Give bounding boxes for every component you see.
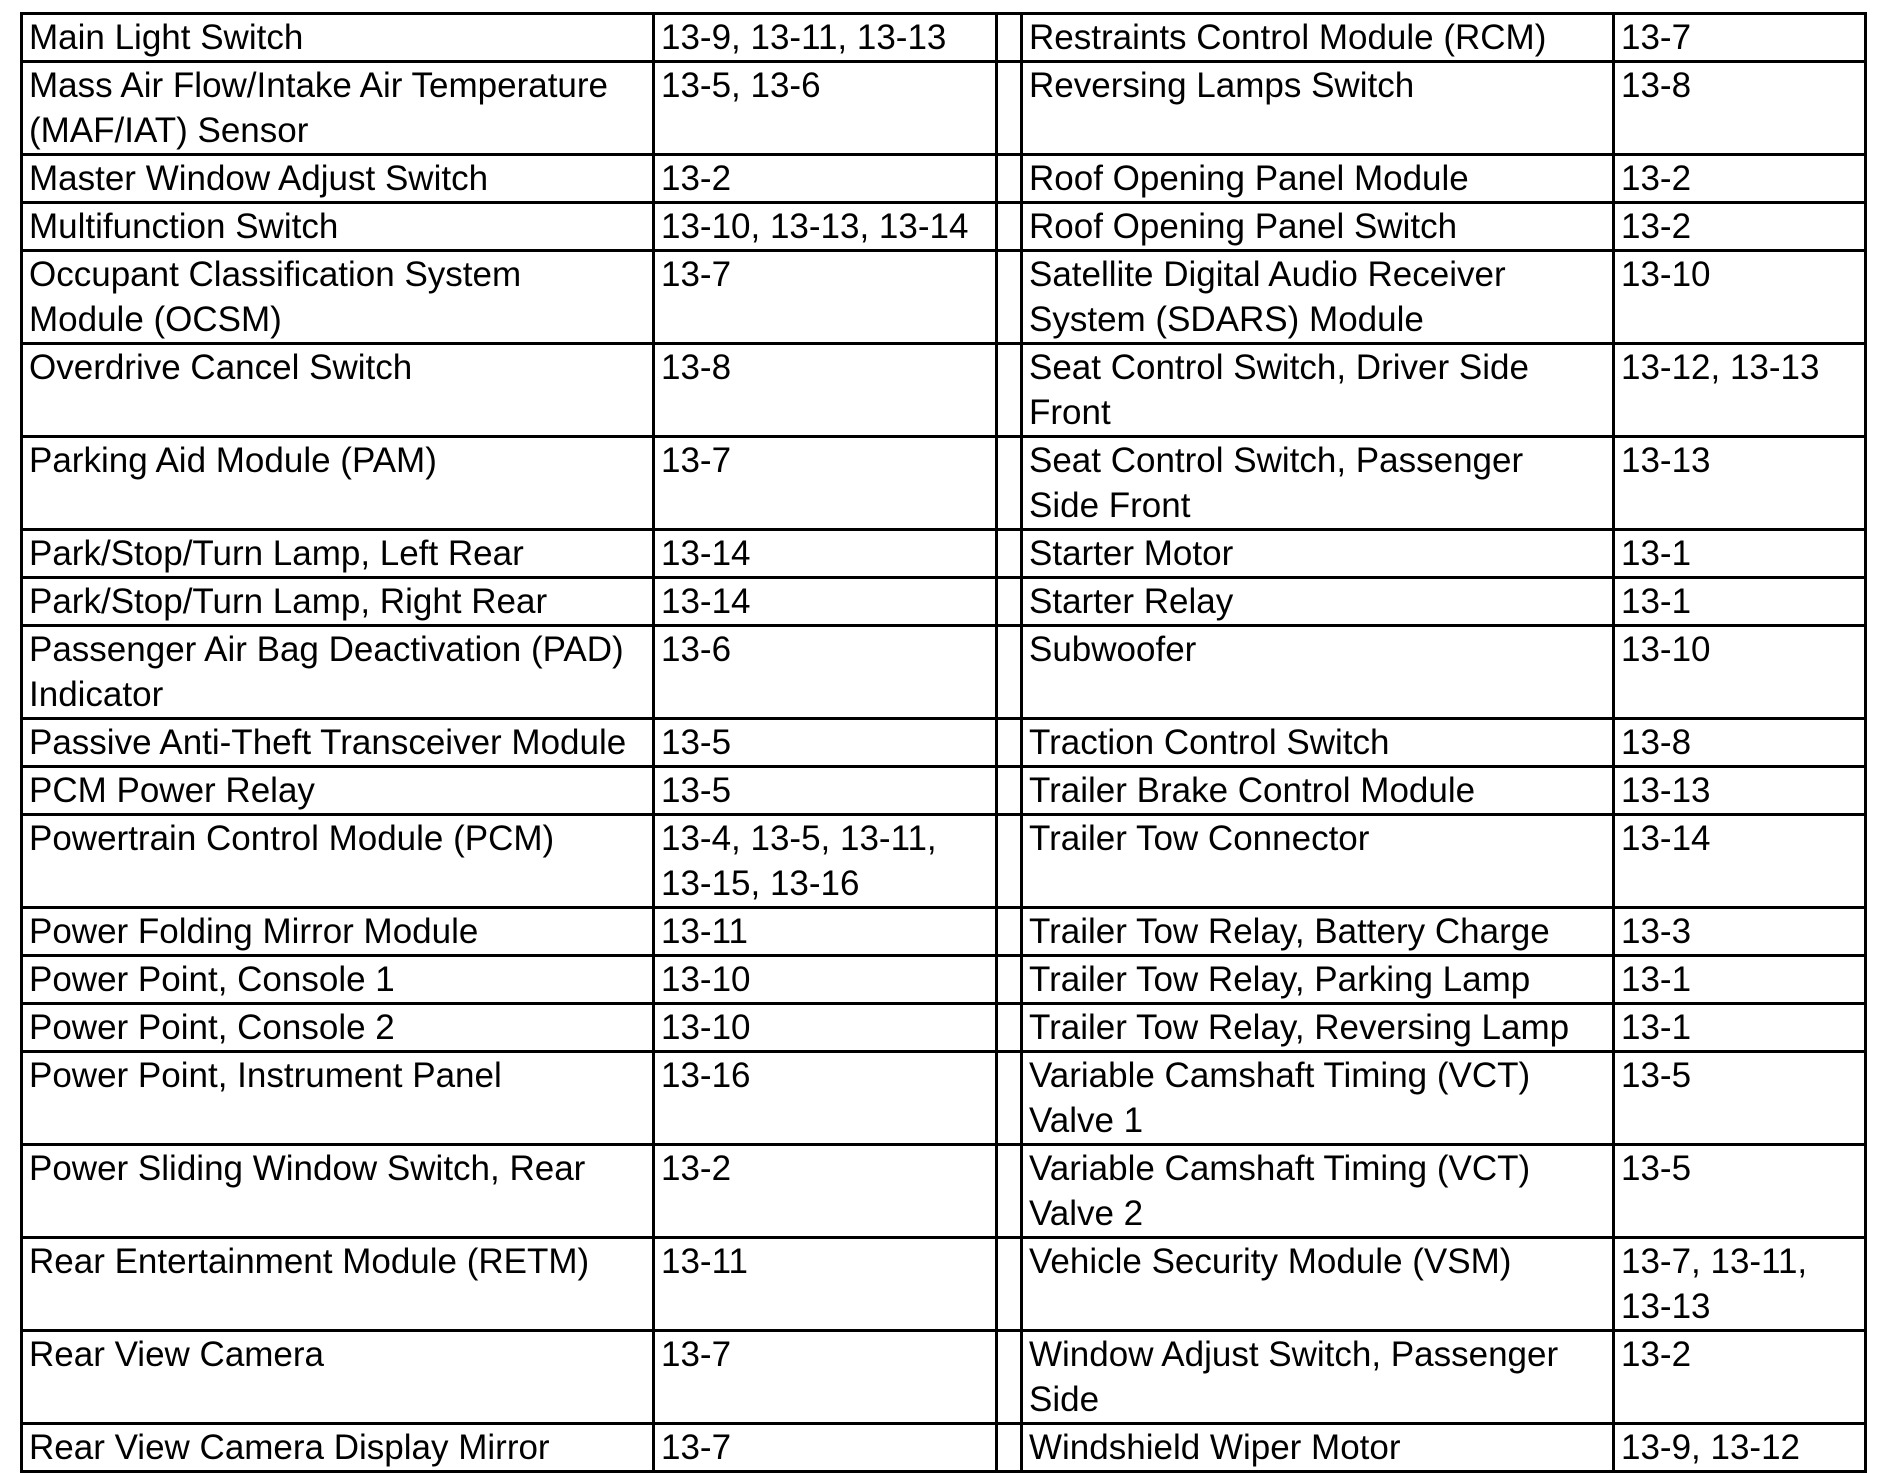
component-location-index-table xyxy=(20,12,1867,1473)
left-page-refs: 13-10 xyxy=(654,1004,997,1052)
left-page-refs: 13-16 xyxy=(654,1052,997,1145)
left-page-refs: 13-7 xyxy=(654,1331,997,1424)
left-page-refs: 13-7 xyxy=(654,251,997,344)
column-gap xyxy=(997,62,1022,155)
table-row xyxy=(22,719,1866,767)
right-page-refs: 13-1 xyxy=(1614,1004,1866,1052)
right-page-refs: 13-3 xyxy=(1614,908,1866,956)
table-row xyxy=(22,1004,1866,1052)
right-page-refs: 13-2 xyxy=(1614,203,1866,251)
column-gap xyxy=(997,1424,1022,1472)
right-page-refs: 13-9, 13-12 xyxy=(1614,1424,1866,1472)
left-component-name: Park/Stop/Turn Lamp, Right Rear xyxy=(22,578,654,626)
column-gap xyxy=(997,626,1022,719)
column-gap xyxy=(997,437,1022,530)
right-component-name: Traction Control Switch xyxy=(1022,719,1614,767)
left-component-name: Mass Air Flow/Intake Air Temperature (MAF/IAT) Sensor xyxy=(22,62,654,155)
left-page-refs: 13-2 xyxy=(654,155,997,203)
table-row xyxy=(22,1424,1866,1472)
right-component-name: Satellite Digital Audio Receiver System (SDARS) Module xyxy=(1022,251,1614,344)
column-gap xyxy=(997,1145,1022,1238)
right-component-name: Starter Relay xyxy=(1022,578,1614,626)
left-component-name: Parking Aid Module (PAM) xyxy=(22,437,654,530)
right-page-refs: 13-7 xyxy=(1614,14,1866,62)
right-page-refs: 13-12, 13-13 xyxy=(1614,344,1866,437)
left-page-refs: 13-6 xyxy=(654,626,997,719)
left-component-name: Passenger Air Bag Deactivation (PAD) Indicator xyxy=(22,626,654,719)
column-gap xyxy=(997,719,1022,767)
table-row xyxy=(22,1331,1866,1424)
table-row xyxy=(22,530,1866,578)
column-gap xyxy=(997,956,1022,1004)
column-gap xyxy=(997,155,1022,203)
right-component-name: Variable Camshaft Timing (VCT) Valve 2 xyxy=(1022,1145,1614,1238)
right-component-name: Variable Camshaft Timing (VCT) Valve 1 xyxy=(1022,1052,1614,1145)
left-component-name: Rear Entertainment Module (RETM) xyxy=(22,1238,654,1331)
table-row xyxy=(22,1052,1866,1145)
right-component-name: Subwoofer xyxy=(1022,626,1614,719)
left-page-refs: 13-8 xyxy=(654,344,997,437)
right-page-refs: 13-2 xyxy=(1614,155,1866,203)
table-row xyxy=(22,626,1866,719)
left-page-refs: 13-9, 13-11, 13-13 xyxy=(654,14,997,62)
right-component-name: Window Adjust Switch, Passenger Side xyxy=(1022,1331,1614,1424)
right-component-name: Trailer Brake Control Module xyxy=(1022,767,1614,815)
left-component-name: Multifunction Switch xyxy=(22,203,654,251)
left-component-name: Power Point, Console 1 xyxy=(22,956,654,1004)
column-gap xyxy=(997,1052,1022,1145)
left-component-name: Power Point, Instrument Panel xyxy=(22,1052,654,1145)
left-page-refs: 13-10, 13-13, 13-14 xyxy=(654,203,997,251)
left-component-name: PCM Power Relay xyxy=(22,767,654,815)
left-component-name: Park/Stop/Turn Lamp, Left Rear xyxy=(22,530,654,578)
right-component-name: Seat Control Switch, Driver Side Front xyxy=(1022,344,1614,437)
left-component-name: Power Point, Console 2 xyxy=(22,1004,654,1052)
table-row xyxy=(22,1238,1866,1331)
column-gap xyxy=(997,578,1022,626)
column-gap xyxy=(997,1331,1022,1424)
left-component-name: Main Light Switch xyxy=(22,14,654,62)
left-page-refs: 13-7 xyxy=(654,1424,997,1472)
column-gap xyxy=(997,251,1022,344)
left-component-name: Rear View Camera Display Mirror xyxy=(22,1424,654,1472)
left-page-refs: 13-5 xyxy=(654,719,997,767)
column-gap xyxy=(997,815,1022,908)
right-page-refs: 13-1 xyxy=(1614,578,1866,626)
left-component-name: Power Sliding Window Switch, Rear xyxy=(22,1145,654,1238)
right-component-name: Roof Opening Panel Module xyxy=(1022,155,1614,203)
right-component-name: Trailer Tow Relay, Battery Charge xyxy=(1022,908,1614,956)
column-gap xyxy=(997,530,1022,578)
right-page-refs: 13-5 xyxy=(1614,1052,1866,1145)
right-page-refs: 13-13 xyxy=(1614,767,1866,815)
right-component-name: Reversing Lamps Switch xyxy=(1022,62,1614,155)
table-row xyxy=(22,767,1866,815)
right-page-refs: 13-1 xyxy=(1614,956,1866,1004)
column-gap xyxy=(997,344,1022,437)
column-gap xyxy=(997,14,1022,62)
left-page-refs: 13-5 xyxy=(654,767,997,815)
left-component-name: Occupant Classification System Module (OCSM) xyxy=(22,251,654,344)
left-component-name: Powertrain Control Module (PCM) xyxy=(22,815,654,908)
right-page-refs: 13-10 xyxy=(1614,251,1866,344)
right-component-name: Seat Control Switch, Passenger Side Front xyxy=(1022,437,1614,530)
left-component-name: Power Folding Mirror Module xyxy=(22,908,654,956)
table-row xyxy=(22,251,1866,344)
right-component-name: Trailer Tow Connector xyxy=(1022,815,1614,908)
column-gap xyxy=(997,1238,1022,1331)
left-page-refs: 13-11 xyxy=(654,908,997,956)
table-row xyxy=(22,155,1866,203)
right-page-refs: 13-7, 13-11, 13-13 xyxy=(1614,1238,1866,1331)
left-component-name: Rear View Camera xyxy=(22,1331,654,1424)
right-page-refs: 13-8 xyxy=(1614,719,1866,767)
table-row xyxy=(22,437,1866,530)
right-component-name: Restraints Control Module (RCM) xyxy=(1022,14,1614,62)
right-component-name: Vehicle Security Module (VSM) xyxy=(1022,1238,1614,1331)
right-component-name: Trailer Tow Relay, Parking Lamp xyxy=(1022,956,1614,1004)
right-page-refs: 13-13 xyxy=(1614,437,1866,530)
table-row xyxy=(22,578,1866,626)
column-gap xyxy=(997,908,1022,956)
right-component-name: Trailer Tow Relay, Reversing Lamp xyxy=(1022,1004,1614,1052)
right-page-refs: 13-5 xyxy=(1614,1145,1866,1238)
left-component-name: Passive Anti-Theft Transceiver Module xyxy=(22,719,654,767)
left-page-refs: 13-2 xyxy=(654,1145,997,1238)
column-gap xyxy=(997,203,1022,251)
left-page-refs: 13-14 xyxy=(654,530,997,578)
right-component-name: Roof Opening Panel Switch xyxy=(1022,203,1614,251)
left-page-refs: 13-7 xyxy=(654,437,997,530)
table-row xyxy=(22,908,1866,956)
right-page-refs: 13-10 xyxy=(1614,626,1866,719)
left-component-name: Master Window Adjust Switch xyxy=(22,155,654,203)
right-page-refs: 13-8 xyxy=(1614,62,1866,155)
column-gap xyxy=(997,1004,1022,1052)
left-component-name: Overdrive Cancel Switch xyxy=(22,344,654,437)
left-page-refs: 13-14 xyxy=(654,578,997,626)
right-component-name: Windshield Wiper Motor xyxy=(1022,1424,1614,1472)
right-page-refs: 13-2 xyxy=(1614,1331,1866,1424)
left-page-refs: 13-4, 13-5, 13-11, 13-15, 13-16 xyxy=(654,815,997,908)
right-component-name: Starter Motor xyxy=(1022,530,1614,578)
right-page-refs: 13-14 xyxy=(1614,815,1866,908)
table-row xyxy=(22,14,1866,62)
left-page-refs: 13-5, 13-6 xyxy=(654,62,997,155)
table-body xyxy=(22,14,1866,1472)
table-row xyxy=(22,1145,1866,1238)
column-gap xyxy=(997,767,1022,815)
right-page-refs: 13-1 xyxy=(1614,530,1866,578)
table-row xyxy=(22,62,1866,155)
table-row xyxy=(22,203,1866,251)
left-page-refs: 13-11 xyxy=(654,1238,997,1331)
left-page-refs: 13-10 xyxy=(654,956,997,1004)
table-row xyxy=(22,344,1866,437)
table-row xyxy=(22,815,1866,908)
table-row xyxy=(22,956,1866,1004)
